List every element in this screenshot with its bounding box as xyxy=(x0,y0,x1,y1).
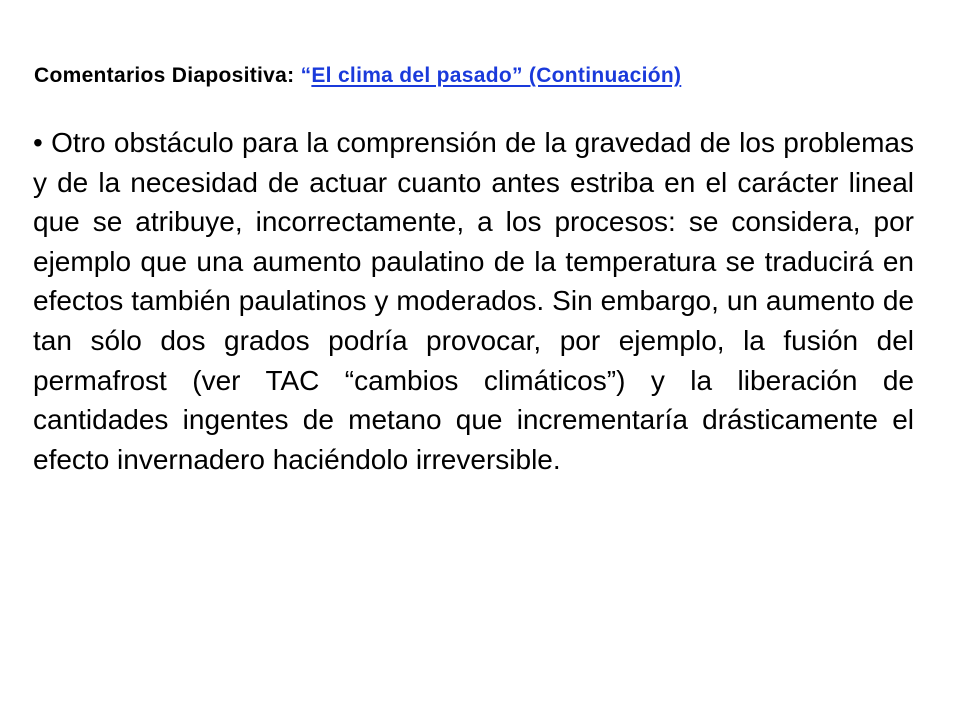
slide-heading xyxy=(34,64,924,88)
heading-prefix: Comentarios Diapositiva: xyxy=(34,64,301,87)
body-paragraph: • Otro obstáculo para la comprensión de la gravedad de los problemas y de la necesidad de actuar cuanto antes estriba en el carácter lineal que se atribuye, incorrectamente, a los procesos: se considera, por ejemplo que una aumento paulatino de la temperatura se traducirá en efectos también paulatinos y moderados. Sin embargo, un aumento de tan sólo dos grados podría provocar, por ejemplo, la fusión del permafrost (ver TAC “cambios climáticos”) y la liberación de cantidades ingentes de metano que incrementaría drásticamente el efecto invernadero haciéndolo irreversible. xyxy=(33,127,914,475)
slide-title-link[interactable]: El clima del pasado” (Continuación) xyxy=(311,64,682,87)
heading-quote-open: “ xyxy=(300,64,312,87)
